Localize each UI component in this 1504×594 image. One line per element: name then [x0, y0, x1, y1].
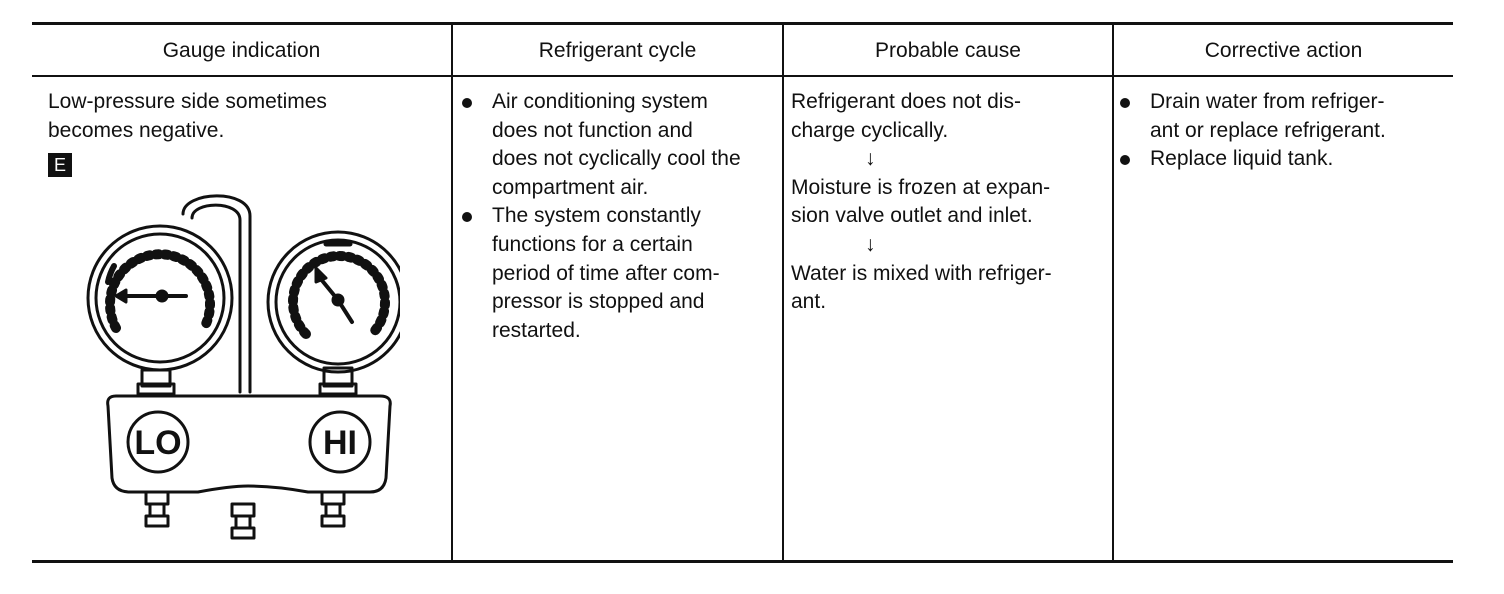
e-badge: E	[48, 153, 72, 177]
refrigerant-cycle-cell	[456, 88, 782, 345]
list-item: The system constantly functions for a certain period of time after com- pressor is stopped and restarted.	[456, 202, 782, 345]
list-item: Air conditioning system does not function and does not cyclically cool the compartment air.	[456, 88, 782, 202]
cause-line: Water is mixed with refriger-	[791, 261, 1052, 285]
header-corrective-action: Corrective action	[1204, 39, 1363, 62]
list-item: Drain water from refriger- ant or replace refrigerant.	[1114, 88, 1450, 145]
corrective-action-cell	[1114, 88, 1450, 174]
cause-line: ant.	[791, 290, 827, 314]
bullet-icon	[1120, 155, 1130, 165]
cause-line: charge cyclically.	[791, 118, 949, 142]
table-header-rule	[32, 75, 1453, 77]
manifold-gauge-illustration	[80, 186, 400, 546]
table-bottom-rule	[32, 560, 1453, 563]
header-gauge-indication: Gauge indication	[162, 39, 321, 62]
list-item: Replace liquid tank.	[1114, 145, 1450, 174]
cause-line: Moisture is frozen at expan-	[791, 175, 1051, 199]
header-probable-cause: Probable cause	[875, 39, 1021, 62]
column-divider	[451, 24, 453, 561]
column-divider	[782, 24, 784, 561]
hi-label: HI	[323, 424, 357, 462]
header-refrigerant-cycle: Refrigerant cycle	[538, 39, 697, 62]
cause-line: Refrigerant does not dis-	[791, 90, 1021, 113]
gauge-indication-line: Low-pressure side sometimes	[48, 90, 327, 113]
bullet-icon	[462, 98, 472, 108]
bullet-icon	[1120, 98, 1130, 108]
gauge-indication-cell	[48, 88, 327, 145]
bullet-icon	[462, 212, 472, 222]
lo-label: LO	[134, 424, 182, 462]
probable-cause-cell	[791, 88, 1111, 317]
table-top-rule	[32, 22, 1453, 25]
gauge-indication-line: becomes negative.	[48, 118, 225, 142]
down-arrow-icon: ↓	[865, 232, 876, 256]
cause-line: sion valve outlet and inlet.	[791, 204, 1033, 228]
down-arrow-icon: ↓	[865, 147, 876, 171]
